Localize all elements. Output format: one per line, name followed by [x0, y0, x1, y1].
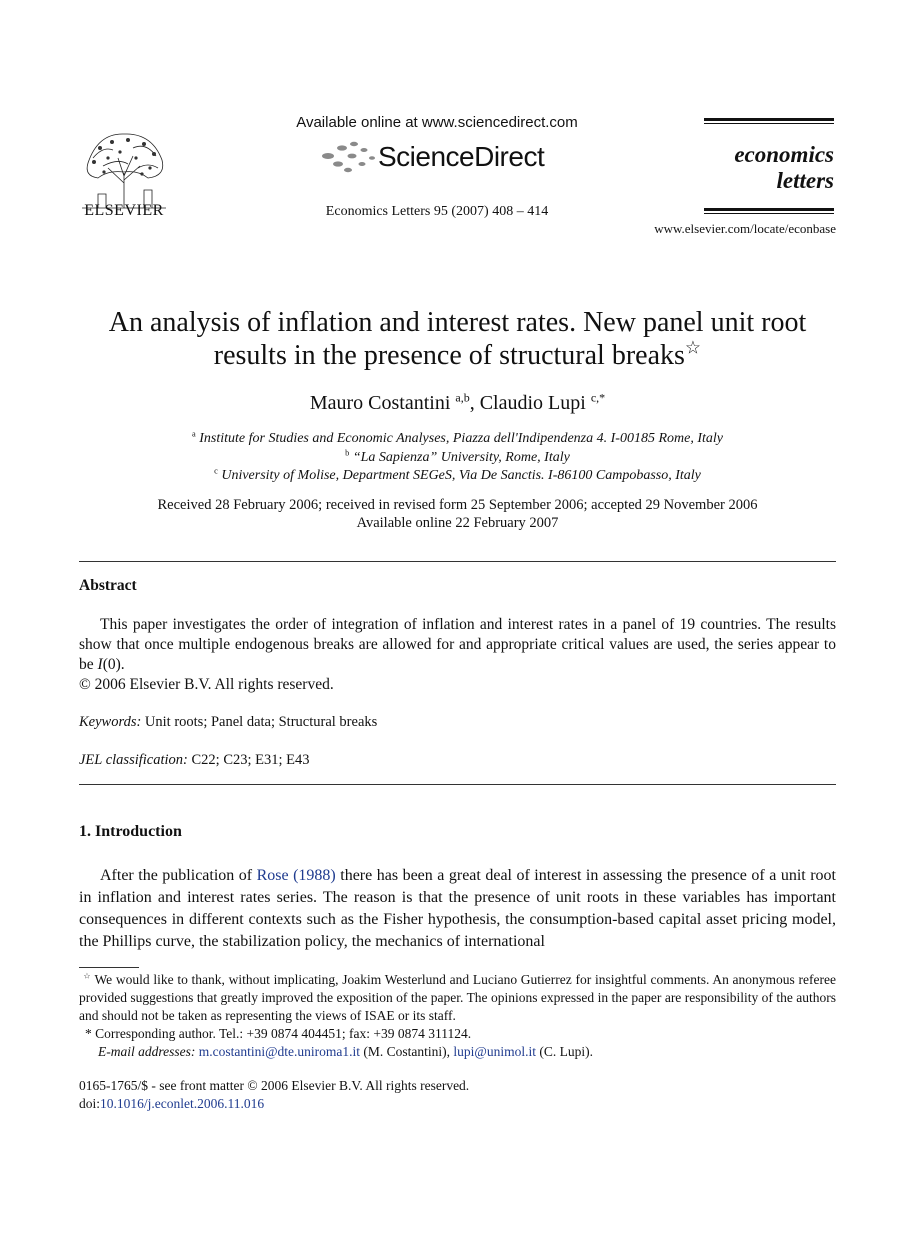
footnote-emails	[79, 1043, 836, 1061]
email-label: E-mail addresses:	[98, 1044, 196, 1059]
journal-rule	[704, 123, 834, 124]
jel-classification	[79, 752, 310, 769]
footnote-star-icon: ☆	[83, 971, 91, 981]
title-line-2: results in the presence of structural breaks	[213, 340, 685, 371]
affiliation-text: “La Sapienza” University, Rome, Italy	[352, 449, 570, 465]
online-date: Available online 22 February 2007	[356, 515, 559, 531]
article-history	[60, 496, 855, 532]
affiliation-mark: b	[345, 447, 350, 457]
abstract-text	[79, 615, 836, 675]
affiliation-item	[60, 467, 855, 486]
journal-rule	[704, 208, 834, 211]
footnotes	[79, 971, 836, 1061]
affiliation-item	[60, 430, 855, 449]
email-owner: (M. Costantini),	[360, 1044, 454, 1059]
affiliation-text: Institute for Studies and Economic Analyses, Piazza dell'Indipendenza 4. I-00185 Rome, Italy	[199, 431, 723, 446]
abstract-italic-i: I	[97, 656, 103, 673]
keywords-label: Keywords:	[79, 714, 142, 730]
paper-title	[60, 306, 855, 372]
email-link-costantini[interactable]: m.costantini@dte.uniroma1.it	[198, 1044, 361, 1059]
section-heading-introduction: 1. Introduction	[79, 823, 182, 840]
front-matter	[79, 1077, 469, 1113]
journal-rule	[704, 213, 834, 214]
author-affiliation-mark: c,*	[590, 390, 606, 405]
author-list	[60, 392, 855, 415]
abstract-copyright: © 2006 Elsevier B.V. All rights reserved.	[79, 676, 334, 693]
affiliation-text: University of Molise, Department SEGeS, Via De Sanctis. I-86100 Campobasso, Italy	[221, 468, 701, 483]
author-affiliation-mark: a,b	[455, 390, 470, 405]
abstract-top-rule	[79, 561, 836, 562]
abstract-heading: Abstract	[79, 577, 137, 594]
abstract-text-part: (0).	[102, 656, 125, 673]
title-footnote-star-icon[interactable]: ☆	[684, 337, 702, 358]
sciencedirect-brand: ScienceDirect	[378, 141, 545, 172]
publisher-name: ELSEVIER	[84, 202, 164, 219]
journal-citation: Economics Letters 95 (2007) 408 – 414	[325, 204, 549, 219]
email-owner: (C. Lupi).	[535, 1044, 593, 1059]
affiliations	[60, 430, 855, 486]
keywords	[79, 714, 377, 731]
introduction-paragraph	[79, 865, 836, 953]
citation-link-rose-1988[interactable]: Rose (1988)	[256, 867, 336, 884]
intro-text-part: there has been a great deal of interest in assessing the presence of a unit root in inflation and interest rates series. The reason is that the presence of unit roots in these variables has important consequences in different contexts such as the Fisher hypothesis, the consumption-based capital asset pricing model, the Phillips curve, the stabilization policy, the mechanics of international	[79, 867, 836, 950]
author-separator: ,	[469, 392, 480, 414]
footnote-corresponding-text: Corresponding author. Tel.: +39 0874 404451; fax: +39 0874 311124.	[91, 1026, 472, 1041]
footnote-rule	[79, 967, 139, 968]
doi-link[interactable]: 10.1016/j.econlet.2006.11.016	[100, 1096, 265, 1111]
affiliation-item	[60, 449, 855, 468]
issn-line: 0165-1765/$ - see front matter © 2006 Elsevier B.V. All rights reserved.	[79, 1078, 470, 1093]
journal-url[interactable]: www.elsevier.com/locate/econbase	[654, 221, 836, 236]
author-name: Mauro Costantini	[309, 392, 451, 414]
journal-rule	[704, 118, 834, 121]
jel-value: C22; C23; E31; E43	[187, 752, 310, 768]
jel-label: JEL classification:	[79, 752, 188, 768]
footnote-corresponding	[79, 1025, 836, 1043]
author-name: Claudio Lupi	[479, 392, 586, 414]
doi-line	[79, 1095, 469, 1113]
received-dates: Received 28 February 2006; received in revised form 25 September 2006; accepted 29 November 2006	[157, 497, 758, 513]
footnote-asterisk: *	[85, 1026, 92, 1041]
footnote-thanks	[79, 971, 836, 1025]
affiliation-mark: c	[214, 466, 218, 476]
journal-wordmark	[696, 142, 834, 194]
abstract-bottom-rule	[79, 784, 836, 785]
intro-text-part: After the publication of	[100, 867, 257, 884]
affiliation-mark: a	[192, 429, 196, 439]
email-link-lupi[interactable]: lupi@unimol.it	[453, 1044, 536, 1059]
journal-wordmark-line2: letters	[776, 168, 834, 193]
keywords-value: Unit roots; Panel data; Structural breaks	[141, 714, 378, 730]
available-online-text: Available online at www.sciencedirect.com	[296, 114, 578, 131]
title-line-1: An analysis of inflation and interest rates. New panel unit root	[108, 307, 807, 338]
footnote-thanks-text: We would like to thank, without implicating, Joakim Westerlund and Luciano Gutierrez for insightful comments. An anonymous referee provided suggestions that greatly improved the exposition of the paper. The opinions expressed in the paper are responsibility of the authors and should not be taken as representing the views of ISAE or its staff.	[79, 972, 836, 1023]
journal-wordmark-line1: economics	[734, 142, 834, 167]
abstract-text-part: This paper investigates the order of integration of inflation and interest rates in a panel of 19 countries. The results show that once multiple endogenous breaks are allowed for and appropriate critical values are used, the series appear to be	[79, 616, 836, 673]
doi-label: doi:	[79, 1096, 101, 1111]
